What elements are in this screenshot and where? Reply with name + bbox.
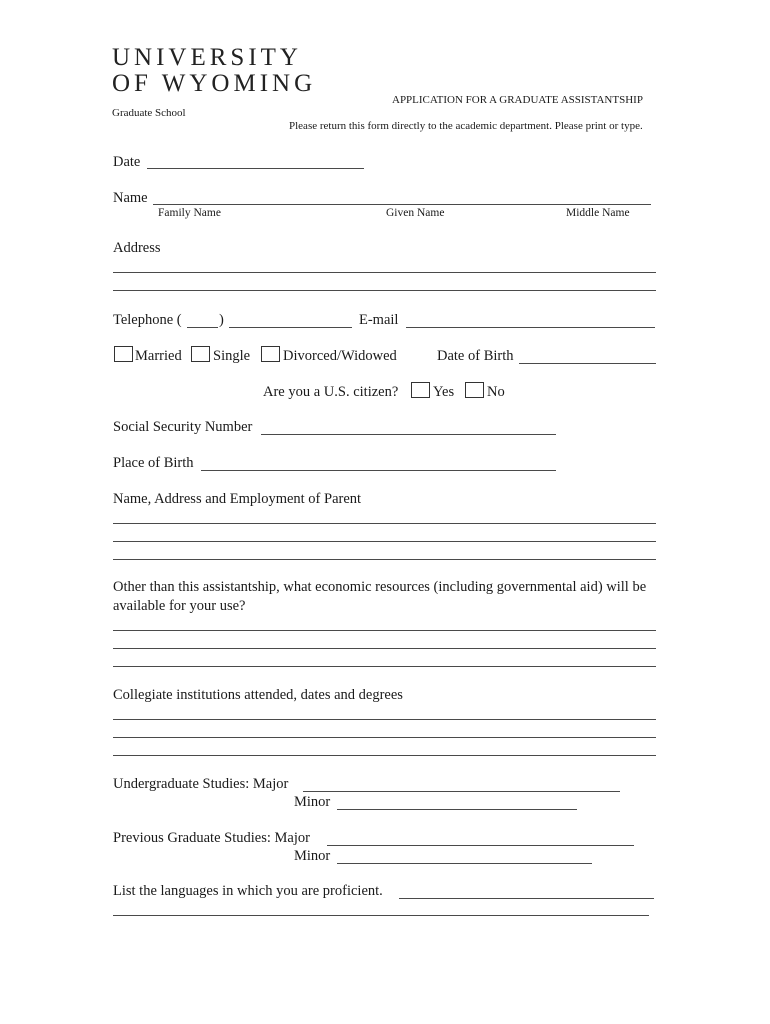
address-label: Address bbox=[113, 240, 161, 256]
family-name-caption: Family Name bbox=[158, 207, 221, 219]
grad-minor-field[interactable] bbox=[337, 863, 592, 864]
single-checkbox[interactable] bbox=[191, 346, 210, 362]
single-label: Single bbox=[213, 348, 251, 364]
email-label: E-mail bbox=[359, 312, 399, 328]
given-name-caption: Given Name bbox=[386, 207, 445, 219]
date-label: Date bbox=[113, 154, 141, 170]
institutions-line-1[interactable] bbox=[113, 719, 656, 720]
email-field[interactable] bbox=[406, 327, 655, 328]
date-of-birth-field[interactable] bbox=[519, 363, 656, 364]
grad-minor-label: Minor bbox=[294, 848, 331, 864]
name-field[interactable] bbox=[153, 204, 651, 205]
name-label: Name bbox=[113, 190, 148, 206]
address-line-1[interactable] bbox=[113, 272, 656, 273]
parent-info-label: Name, Address and Employment of Parent bbox=[113, 491, 362, 507]
undergrad-minor-label: Minor bbox=[294, 794, 331, 810]
middle-name-caption: Middle Name bbox=[566, 207, 630, 219]
married-checkbox[interactable] bbox=[114, 346, 133, 362]
citizen-no-checkbox[interactable] bbox=[465, 382, 484, 398]
parent-info-line-3[interactable] bbox=[113, 559, 656, 560]
languages-label: List the languages in which you are proficient. bbox=[113, 883, 383, 899]
institutions-label: Collegiate institutions attended, dates and degrees bbox=[113, 687, 403, 703]
telephone-field[interactable] bbox=[229, 327, 352, 328]
economic-resources-line-2[interactable] bbox=[113, 648, 656, 649]
ssn-field[interactable] bbox=[261, 434, 556, 435]
form-title: APPLICATION FOR A GRADUATE ASSISTANTSHIP bbox=[392, 94, 643, 106]
undergrad-major-label: Undergraduate Studies: Major bbox=[113, 776, 289, 792]
economic-resources-question: Other than this assistantship, what economic resources (including governmental aid) will be available for your use? bbox=[113, 579, 647, 614]
telephone-close-paren: ) bbox=[219, 312, 224, 328]
married-label: Married bbox=[135, 348, 182, 364]
languages-line-2[interactable] bbox=[113, 915, 649, 916]
institutions-line-3[interactable] bbox=[113, 755, 656, 756]
parent-info-line-2[interactable] bbox=[113, 541, 656, 542]
date-field[interactable] bbox=[147, 168, 364, 169]
place-of-birth-label: Place of Birth bbox=[113, 455, 194, 471]
area-code-field[interactable] bbox=[187, 327, 218, 328]
divorced-widowed-label: Divorced/Widowed bbox=[283, 348, 397, 364]
parent-info-line-1[interactable] bbox=[113, 523, 656, 524]
citizen-no-label: No bbox=[487, 384, 505, 400]
date-of-birth-label: Date of Birth bbox=[437, 348, 514, 364]
grad-major-field[interactable] bbox=[327, 845, 634, 846]
department-name: Graduate School bbox=[112, 107, 186, 119]
institutions-line-2[interactable] bbox=[113, 737, 656, 738]
form-instructions: Please return this form directly to the academic department. Please print or type. bbox=[289, 120, 643, 132]
citizen-question: Are you a U.S. citizen? bbox=[263, 384, 399, 400]
telephone-label: Telephone ( bbox=[113, 312, 182, 328]
place-of-birth-field[interactable] bbox=[201, 470, 556, 471]
economic-resources-line-3[interactable] bbox=[113, 666, 656, 667]
divorced-widowed-checkbox[interactable] bbox=[261, 346, 280, 362]
citizen-yes-checkbox[interactable] bbox=[411, 382, 430, 398]
university-logo-line1: UNIVERSITY bbox=[112, 44, 302, 71]
address-line-2[interactable] bbox=[113, 290, 656, 291]
economic-resources-line-1[interactable] bbox=[113, 630, 656, 631]
citizen-yes-label: Yes bbox=[433, 384, 455, 400]
undergrad-minor-field[interactable] bbox=[337, 809, 577, 810]
languages-field[interactable] bbox=[399, 898, 654, 899]
undergrad-major-field[interactable] bbox=[303, 791, 620, 792]
grad-major-label: Previous Graduate Studies: Major bbox=[113, 830, 310, 846]
university-logo-line2: OF WYOMING bbox=[112, 70, 317, 97]
ssn-label: Social Security Number bbox=[113, 419, 253, 435]
